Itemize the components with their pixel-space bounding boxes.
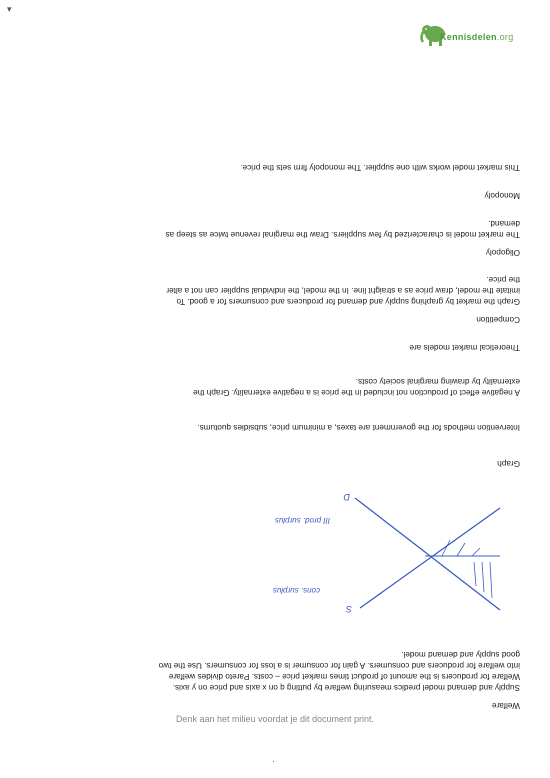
- hand-label-cons: cons. surplus: [272, 586, 320, 595]
- competition-line: the price.: [486, 275, 520, 284]
- producer-shading: [442, 540, 480, 556]
- supply-demand-sketch: [220, 488, 520, 628]
- welfare-line: Supply and demand model predics measuring welfare by putting q on x axis and price on y axis.: [172, 683, 520, 692]
- welfare-line: Welfare for producers is the amount of product times market price – costs. Pareto divides welfare: [168, 672, 520, 681]
- demand-line: [355, 498, 500, 610]
- monopoly-line: This market model works with one supplier. The monopoly firm sets the price.: [240, 163, 520, 172]
- models-intro: Theoretical market models are: [409, 343, 520, 352]
- hand-label-s: S: [345, 604, 352, 614]
- print-notice: Denk aan het milieu voordat je dit document print.: [175, 714, 375, 724]
- competition-heading: Competition: [476, 315, 520, 324]
- competition-line: Graph the market by graphing supply and demand for producers and consumers for a good. To: [176, 297, 520, 306]
- oligopoly-line: demand.: [488, 219, 520, 228]
- oligopoly-line: The market model is characterized by few suppliers. Draw the marginal revenue twice as steep as: [165, 230, 520, 239]
- logo-tld: .org: [496, 32, 514, 42]
- hand-label-d: D: [343, 492, 350, 502]
- competition-line: imitate the model, draw price as a straight line. In the model, the individual supplier can not a alter: [166, 286, 520, 295]
- oligopoly-heading: Oligopoly: [485, 248, 520, 257]
- welfare-line: into welfare for producers and consumers. A gain for consumer is a loss for consumers. Use the two: [158, 661, 520, 670]
- bottom-mark: ·: [272, 756, 275, 766]
- hand-label-prod: III prod. surplus: [274, 516, 330, 525]
- externality-line: A negative effect of production not included in the price is a negative externality. Graph the: [193, 388, 520, 397]
- intervention-line: Intervention methods for the government are taxes, a minimum price, subsidies quotums.: [197, 423, 520, 432]
- graph-label: Graph: [497, 459, 520, 468]
- logo-name: Kennisdelen: [440, 32, 497, 42]
- welfare-line: good supply and demand model.: [401, 650, 520, 659]
- monopoly-heading: Monopoly: [484, 191, 520, 200]
- externality-line: externality by drawing marginal society costs.: [355, 377, 520, 386]
- corner-mark: ▾: [7, 4, 12, 14]
- welfare-heading: Welfare: [491, 701, 520, 710]
